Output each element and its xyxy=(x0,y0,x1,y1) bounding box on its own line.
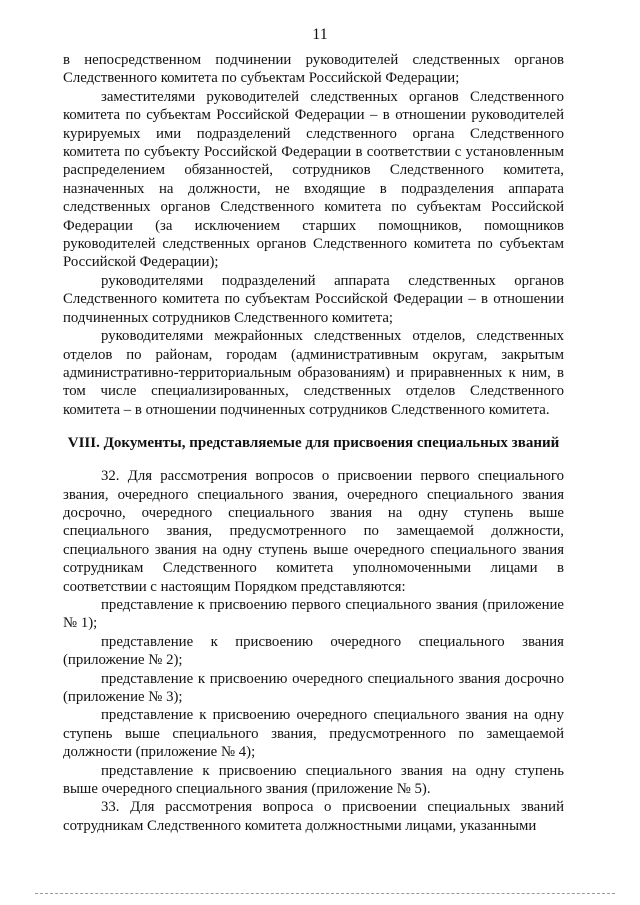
list-item-appendix-2: представление к присвоению очередного специального звания (приложение № 2); xyxy=(63,633,564,669)
paragraph-interdistrict-heads: руководителями межрайонных следственных отделов, следственных отделов по районам, городам (административным округам, закрытым административно-территориальным образованиям) и приравненных к ним, в том числе специализированных, следственных отделов Следственного комитета – в отношении подчиненных сотрудников Следственного комитета. xyxy=(63,328,564,418)
list-item-appendix-4: представление к присвоению очередного специального звания на одну ступень выше специального звания, предусмотренного по замещаемой должности (приложение № 4); xyxy=(63,707,564,761)
section-heading: VIII. Документы, представляемые для присвоения специальных званий xyxy=(67,435,560,452)
list-item-appendix-5: представление к присвоению специального звания на одну ступень выше очередного специального звания (приложение № 5). xyxy=(63,762,564,798)
list-item-appendix-3: представление к присвоению очередного специального звания досрочно (приложение № 3); xyxy=(63,670,564,705)
document-body xyxy=(63,51,564,835)
paragraph-continuation: в непосредственном подчинении руководителей следственных органов Следственного комитета по субъектам Российской Федерации; xyxy=(63,52,564,87)
page-number: 11 xyxy=(312,26,328,43)
paragraph-32: 32. Для рассмотрения вопросов о присвоении первого специального звания, очередного специального звания, очередного специального звания досрочно, очередного специального звания на одну ступень выше специального звания, предусмотренного по замещаемой должности, специального звания на одну ступень выше очередного специального звания сотрудникам Следственного комитета уполномоченными лицами в соответствии с настоящим Порядком представляются: xyxy=(63,468,564,595)
paragraph-division-heads: руководителями подразделений аппарата следственных органов Следственного комитета по субъектам Российской Федерации – в отношении подчиненных сотрудников Следственного комитета; xyxy=(63,272,564,326)
scan-edge-line xyxy=(35,893,615,894)
list-item-appendix-1: представление к присвоению первого специального звания (приложение № 1); xyxy=(63,596,564,632)
paragraph-deputies: заместителями руководителей следственных органов Следственного комитета по субъектам Российской Федерации – в отношении руководителей курируемых ими подразделений следственного органа Следственного комитета по субъекту Российской Федерации в соответствии с установленным распределением обязанностей, сотрудников Следственного комитета, назначенных на должности, не входящие в подразделения аппарата следственных органов Следственного комитета по субъектам Российской Федерации (за исключением старших помощников, помощников руководителей следственных органов Следственного комитета по субъектам Российской Федерации); xyxy=(63,88,564,271)
paragraph-33: 33. Для рассмотрения вопроса о присвоении специальных званий сотрудникам Следственного комитета должностными лицами, указанными xyxy=(63,799,564,834)
